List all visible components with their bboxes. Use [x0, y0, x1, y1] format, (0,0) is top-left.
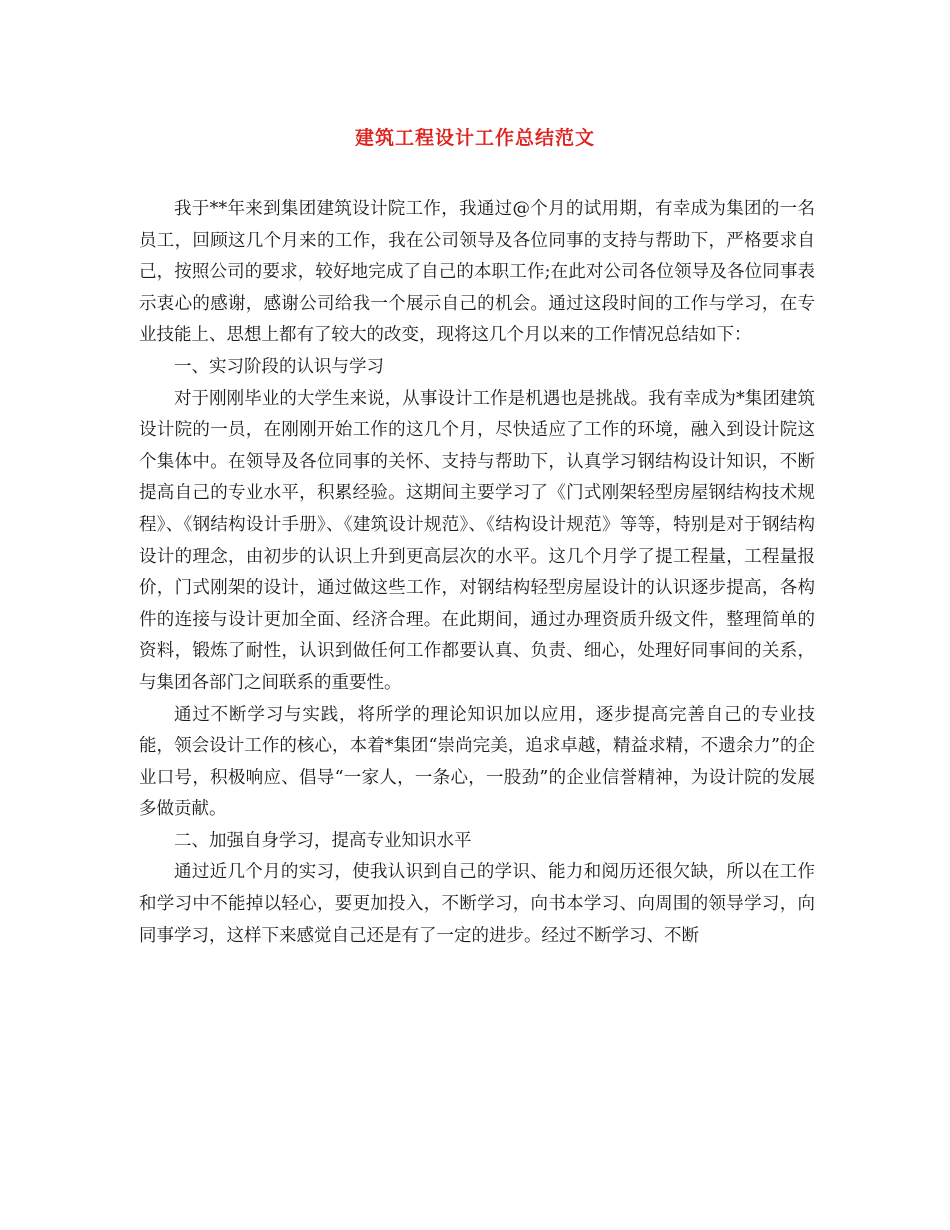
paragraph-section-2: 通过近几个月的实习，使我认识到自己的学识、能力和阅历还很欠缺，所以在工作和学习中不能掉以轻心，要更加投入，不断学习，向书本学习、向周围的领导学习，向同事学习，这样下来感觉自己还是有了一定的进步。经过不断学习、不断: [139, 862, 815, 946]
paragraph-intro: 我于**年来到集团建筑设计院工作，我通过@个月的试用期，有幸成为集团的一名员工，回顾这几个月来的工作，我在公司领导及各位同事的支持与帮助下，严格要求自己，按照公司的要求，较好地完成了自己的本职工作;在此对公司各位领导及各位同事表示衷心的感谢，感谢公司给我一个展示自己的机会。通过这段时间的工作与学习，在专业技能上、思想上都有了较大的改变，现将这几个月以来的工作情况总结如下：: [139, 199, 815, 346]
section-heading-1: 一、实习阶段的认识与学习: [174, 356, 384, 377]
document-body: [139, 194, 815, 952]
paragraph-section-1-cont: 通过不断学习与实践，将所学的理论知识加以应用，逐步提高完善自己的专业技能，领会设计工作的核心，本着*集团“崇尚完美，追求卓越，精益求精，不遗余力”的企业口号，积极响应、倡导“一家人，一条心，一股劲”的企业信誉精神，为设计院的发展多做贡献。: [139, 704, 815, 820]
document-title: 建筑工程设计工作总结范文: [354, 127, 595, 149]
paragraph-section-1: 对于刚刚毕业的大学生来说，从事设计工作是机遇也是挑战。我有幸成为*集团建筑设计院的一员，在刚刚开始工作的这几个月，尽快适应了工作的环境，融入到设计院这个集体中。在领导及各位同事的关怀、支持与帮助下，认真学习钢结构设计知识，不断提高自己的专业水平，积累经验。这期间主要学习了《门式刚架轻型房屋钢结构技术规程》、《钢结构设计手册》、《建筑设计规范》、《结构设计规范》等等，特别是对于钢结构设计的理念，由初步的认识上升到更高层次的水平。这几个月学了提工程量，工程量报价，门式刚架的设计，通过做这些工作，对钢结构轻型房屋设计的认识逐步提高，各构件的连接与设计更加全面、经济合理。在此期间，通过办理资质升级文件，整理简单的资料，锻炼了耐性，认识到做任何工作都要认真、负责、细心，处理好同事间的关系，与集团各部门之间联系的重要性。: [139, 388, 815, 693]
section-heading-2: 二、加强自身学习，提高专业知识水平: [174, 830, 472, 851]
